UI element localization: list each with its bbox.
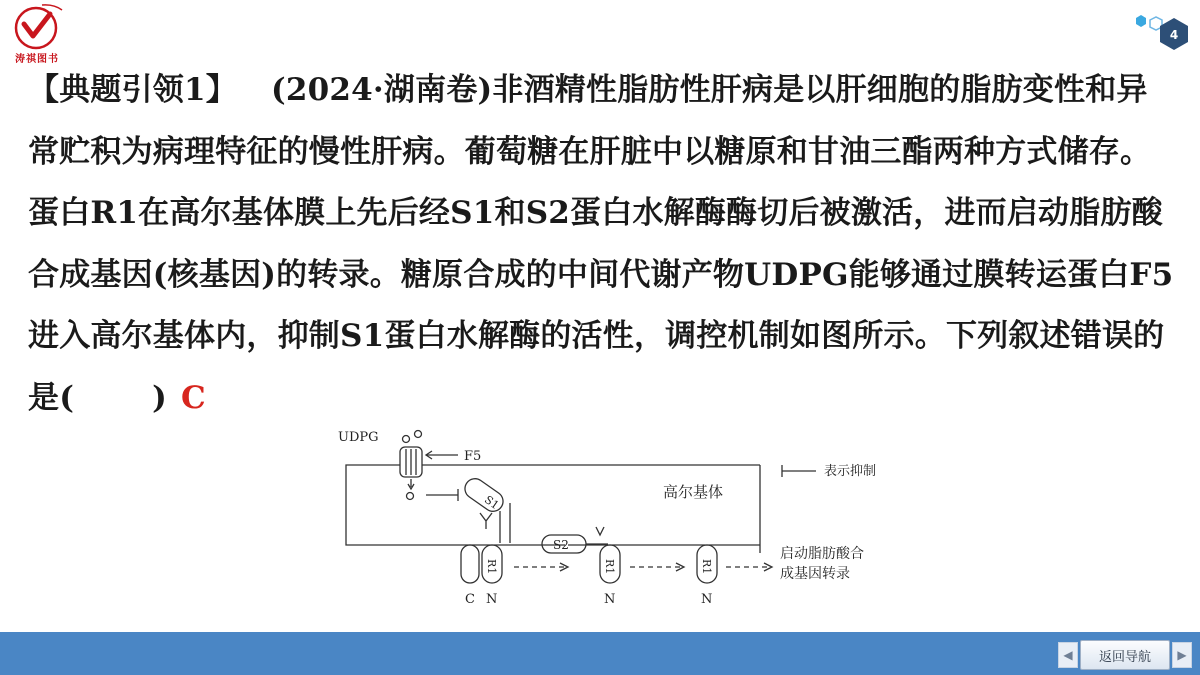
- question-stem-close: ): [152, 379, 167, 416]
- label-n: N: [701, 592, 713, 607]
- label-c: C: [465, 592, 475, 607]
- footer-bar: [0, 632, 1200, 675]
- label-f5: F5: [464, 449, 482, 464]
- question-source: (2024·湖南卷): [270, 72, 493, 108]
- golgi-membrane: [346, 465, 565, 545]
- label-golgi: 高尔基体: [663, 483, 724, 501]
- label-n: N: [486, 592, 498, 607]
- r1-protein: [461, 545, 479, 583]
- label-result-2: 成基因转录: [780, 566, 850, 582]
- next-page-button[interactable]: ▶: [1172, 642, 1192, 668]
- label-udpg: UDPG: [338, 430, 379, 445]
- udpg-molecule: [403, 436, 410, 443]
- question-stem: 非酒精性脂肪性肝病是以肝细胞的脂肪变性和异常贮积为病理特征的慢性肝病。葡萄糖在肝脏中以糖原和甘油三酯两种方式储存。蛋白R1在高尔基体膜上先后经S1和S2蛋白水解酶酶切后被激活，进而启动脂肪酸合成基因(核基因)的转录。糖原合成的中间代谢产物UDPG能够通过膜转运蛋白F5进入高尔基体内，抑制S1蛋白水解酶的活性，调控机制如图所示。下列叙述错误的是(: [28, 72, 1174, 416]
- s1-enzyme: [461, 475, 507, 515]
- prev-page-button[interactable]: ◀: [1058, 642, 1078, 668]
- label-s1: S1: [481, 493, 502, 513]
- answer-letter: C: [180, 379, 206, 416]
- question-block: [28, 60, 1178, 429]
- label-r1: R1: [603, 559, 616, 575]
- page-number: 4: [1169, 28, 1179, 42]
- logo-caption: 涛祺图书: [15, 54, 59, 65]
- return-navigation-button[interactable]: 返回导航: [1080, 640, 1170, 670]
- label-result-1: 启动脂肪酸合: [780, 546, 864, 562]
- legend-inhibit: 表示抑制: [824, 464, 877, 479]
- publisher-logo: [6, 2, 66, 50]
- golgi-regulation-diagram: [330, 425, 920, 615]
- label-r1: R1: [485, 559, 498, 575]
- question-tag: 【典题引领1】: [28, 72, 237, 108]
- page-number-badge: [1130, 12, 1192, 60]
- label-r1: R1: [700, 559, 713, 575]
- label-s2: S2: [553, 538, 569, 552]
- label-n: N: [604, 592, 616, 607]
